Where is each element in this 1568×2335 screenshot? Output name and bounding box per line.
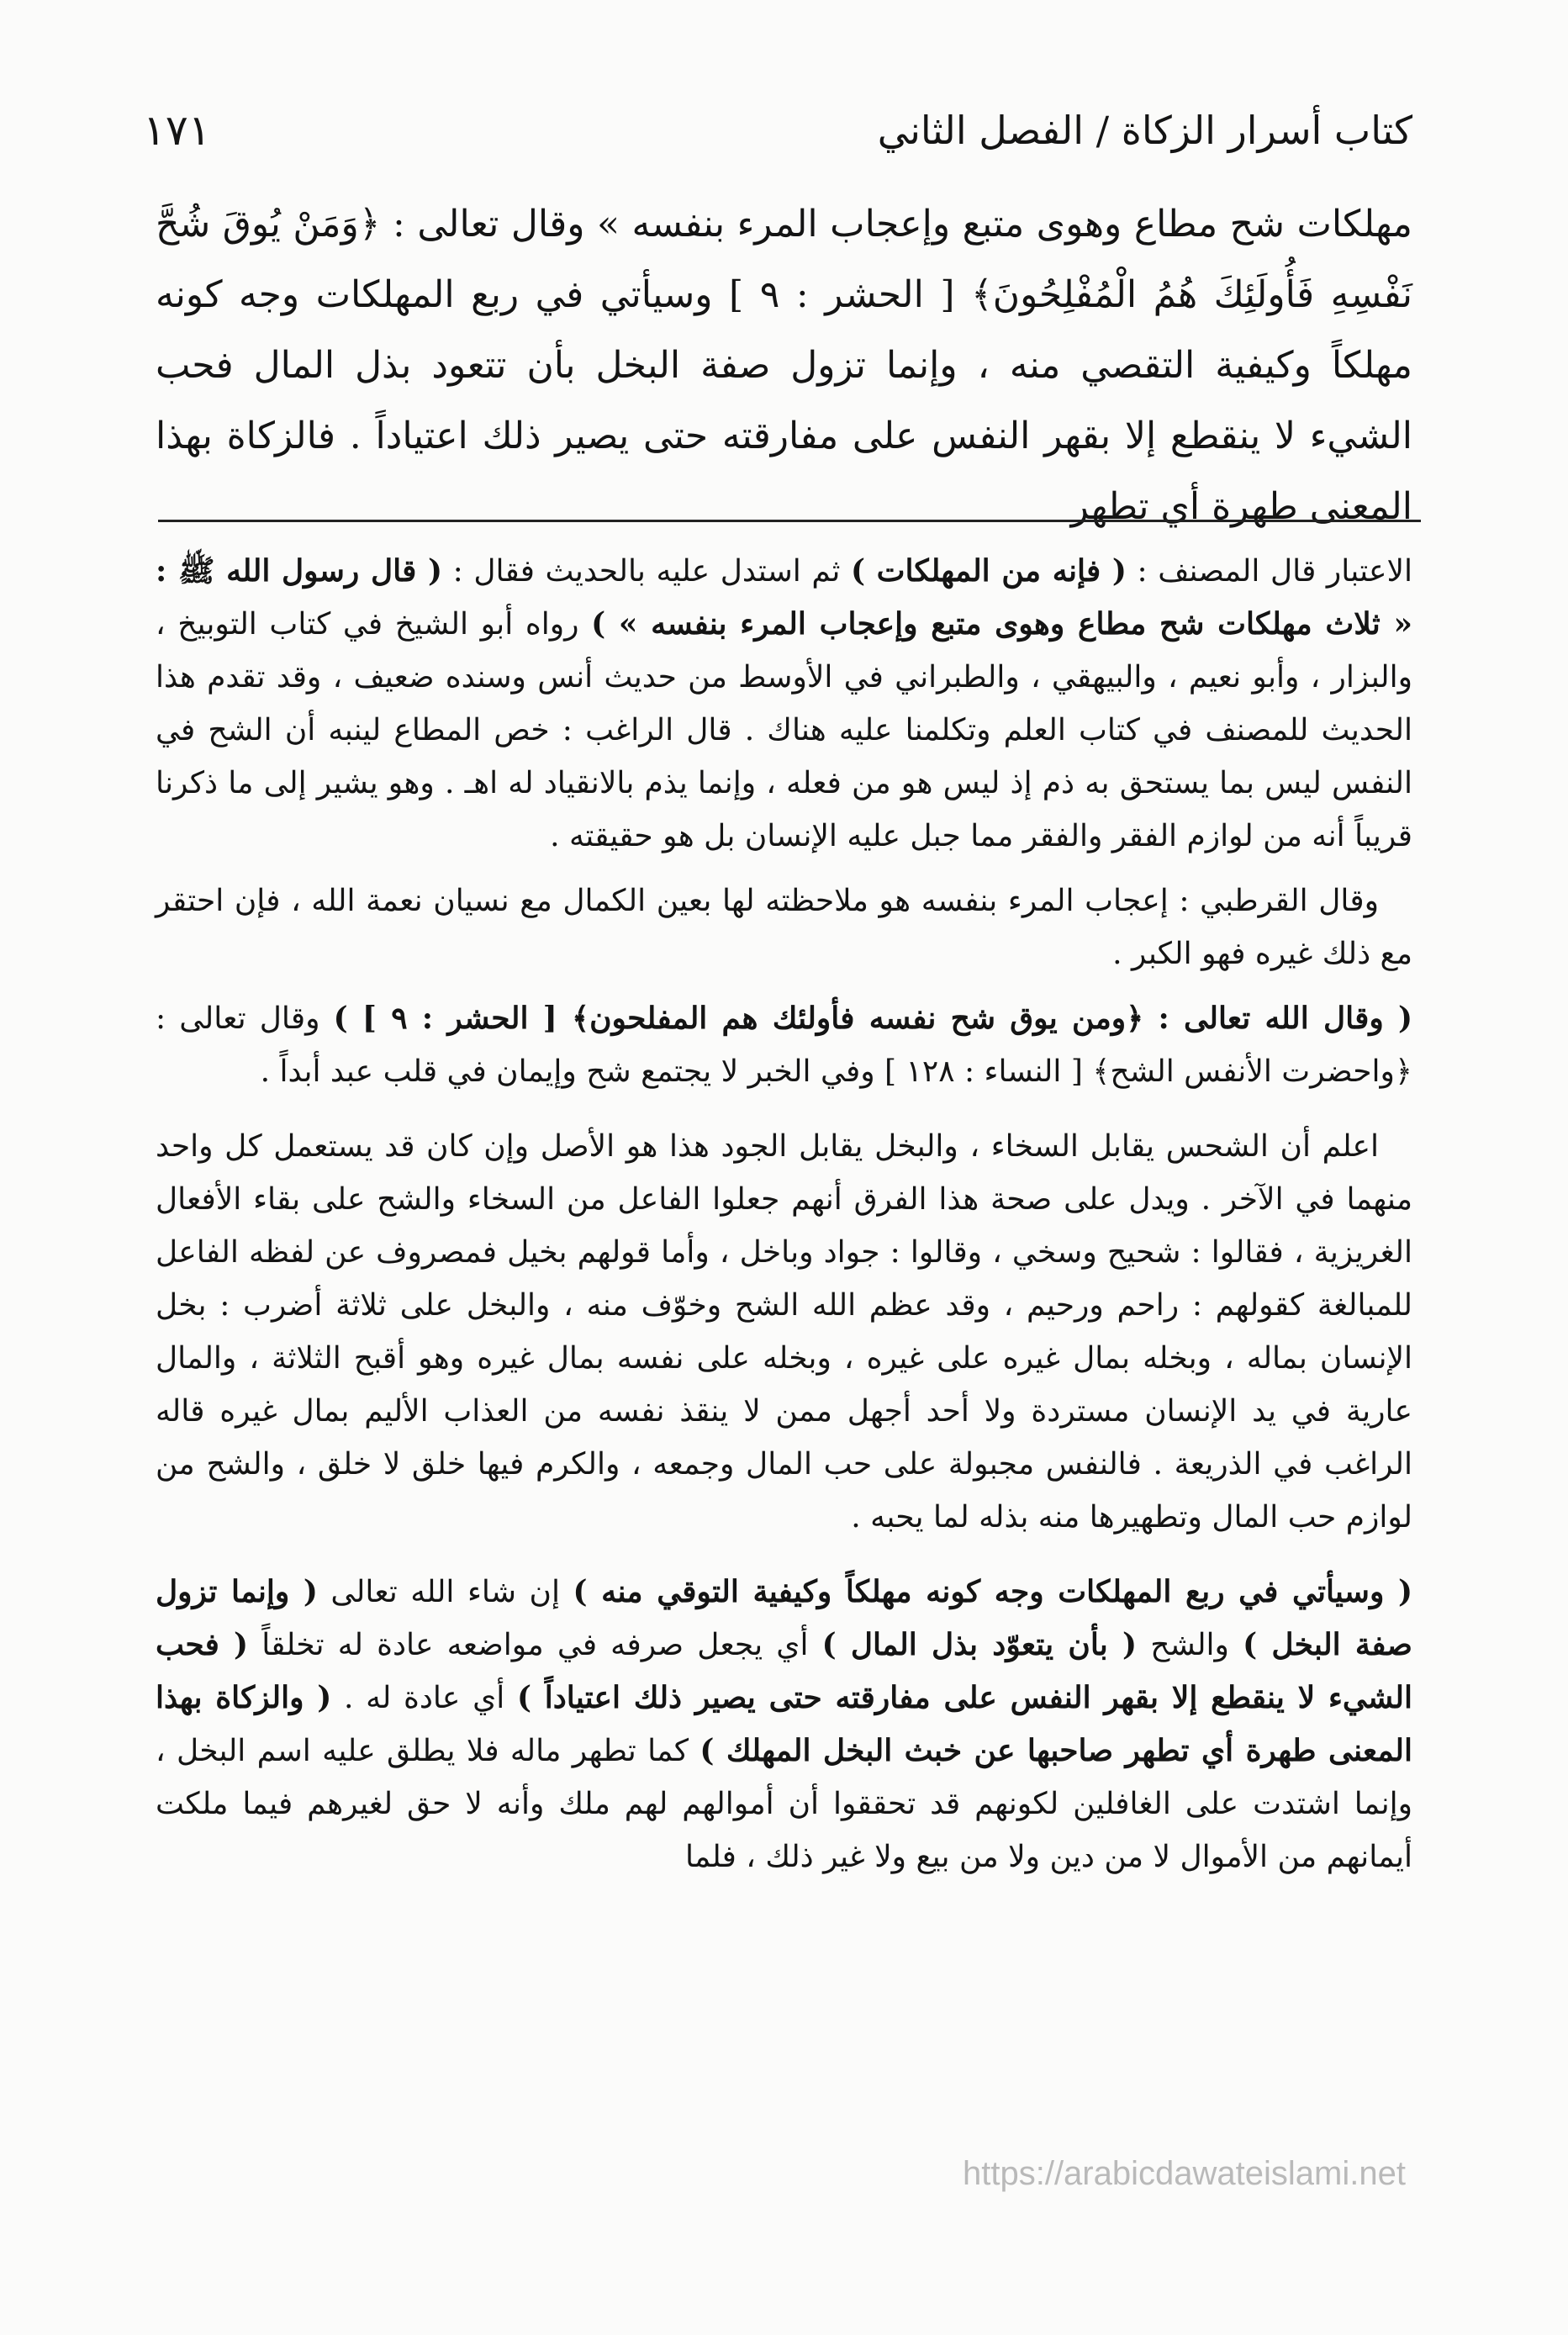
quoted-text: ( قال رسول الله ﷺ : « ثلاث مهلكات شح مطاع وهوى متبع وإعجاب المرء بنفسه » ) <box>156 553 1412 642</box>
commentary-paragraph-2: وقال القرطبي : إعجاب المرء بنفسه هو ملاحظته لها بعين الكمال مع نسيان نعمة الله ، فإن احتقر مع ذلك غيره فهو الكبر . <box>156 884 1412 971</box>
paragraph-text: أي عادة له . <box>331 1681 517 1715</box>
paragraph-text: كما تطهر ماله فلا يطلق عليه اسم البخل ، وإنما اشتدت على الغافلين لكونهم قد تحققوا أن أموالهم لهم ملك وأنه لا حق لغيرهم فيما ملكت أيمانهم من الأموال لا من دين ولا من بيع ولا غير ذلك ، فلما <box>156 1734 1412 1874</box>
quoted-text: ( بأن يتعوّد بذل المال ) <box>821 1627 1138 1662</box>
paragraph-text: الاعتبار قال المصنف : <box>1126 554 1412 589</box>
commentary-paragraph-4: اعلم أن الشحس يقابل السخاء ، والبخل يقابل الجود هذا هو الأصل وإن كان قد يستعمل كل واحد منهما في الآخر . ويدل على صحة هذا الفرق أنهم جعلوا الفاعل من السخاء والشح على بقاء الأفعال الغريزية ، فقالوا : شحيح وسخي ، وقالوا : جواد وباخل ، وأما قولهم بخيل فمصروف عن لفظه الفاعل للمبالغة كقولهم : راحم ورحيم ، وقد عظم الله الشح وخوّف منه ، والبخل على ثلاثة أضرب : بخل الإنسان بماله ، وبخله بمال غيره على غيره ، وبخله على نفسه بمال غيره وهو أقبح الثلاثة ، والمال عارية في يد الإنسان مستردة ولا أحد أجهل ممن لا ينقذ نفسه من العذاب الأليم بمال غيره قاله الراغب في الذريعة . فالنفس مجبولة على حب المال وجمعه ، والكرم فيها خلق لا خلق ، والشح من لوازم حب المال وتطهيرها منه بذله لما يحبه . <box>156 1129 1412 1535</box>
page-number: ١٧١ <box>143 106 211 155</box>
paragraph-text: ثم استدل عليه بالحديث فقال : <box>442 554 851 589</box>
quoted-text: ( وإنما تزول صفة البخل ) <box>156 1574 1412 1662</box>
main-text: مهلكات شح مطاع وهوى متبع وإعجاب المرء بنفسه » وقال تعالى : ﴿وَمَنْ يُوقَ شُحَّ نَفْسِهِ فَأُولَئِكَ هُمُ الْمُفْلِحُونَ﴾ [ الحشر : ٩ ] وسيأتي في ربع المهلكات وجه كونه مهلكاً وكيفية التقصي منه ، وإنما تزول صفة البخل بأن تتعود بذل المال فحب الشيء لا ينقطع إلا بقهر النفس على مفارقته حتى يصير ذلك اعتياداً . فالزكاة بهذا المعنى طهرة أي تطهر <box>156 203 1412 528</box>
commentary-section <box>156 545 1412 1895</box>
commentary-paragraph-5 <box>156 1566 1412 1883</box>
paragraph-text: إن شاء الله تعالى <box>317 1575 573 1609</box>
paragraph-text: والشح <box>1137 1628 1243 1662</box>
commentary-paragraph-3 <box>156 992 1412 1098</box>
page-header <box>143 97 1412 164</box>
footnote-divider <box>158 520 1421 522</box>
commentary-paragraph-1 <box>156 545 1412 863</box>
paragraph-text: رواه أبو الشيخ في كتاب التوبيخ ، والبزار ، وأبو نعيم ، والبيهقي ، والطبراني في الأوسط من حديث أنس وسنده ضعيف ، وقد تقدم هذا الحديث للمصنف في كتاب العلم وتكلمنا عليه هناك . قال الراغب : خص المطاع لينبه أن الشح في النفس ليس بما يستحق به ذم إذ ليس هو من فعله ، وإنما يذم بالانقياد له اهـ . وهو يشير إلى ما ذكرنا قريباً أنه من لوازم الفقر والفقر مما جبل عليه الإنسان بل هو حقيقته . <box>156 607 1412 853</box>
quoted-text: ( والزكاة بهذا المعنى طهرة أي تطهر صاحبها عن خبث البخل المهلك ) <box>156 1680 1412 1768</box>
quoted-text: ( فحب الشيء لا ينقطع إلا بقهر النفس على مفارقته حتى يصير ذلك اعتياداً ) <box>156 1627 1412 1715</box>
watermark-url: https://arabicdawateislami.net <box>963 2155 1406 2192</box>
running-head: كتاب أسرار الزكاة / الفصل الثاني <box>877 108 1412 153</box>
quoted-text: ( فإنه من المهلكات ) <box>850 553 1127 589</box>
paragraph-text: أي يجعل صرفه في مواضعه عادة له تخلقاً <box>248 1628 822 1662</box>
paragraph-text: وقال تعالى : ﴿واحضرت الأنفس الشح﴾ [ النساء : ١٢٨ ] وفي الخبر لا يجتمع شح وإيمان في قلب عبد أبداً . <box>156 1001 1412 1089</box>
quoted-text: ( وقال الله تعالى : ﴿ومن يوق شح نفسه فأولئك هم المفلحون﴾ [ الحشر : ٩ ] ) <box>333 1001 1412 1036</box>
quoted-text: ( وسيأتي في ربع المهلكات وجه كونه مهلكاً وكيفية التوقي منه ) <box>573 1574 1412 1609</box>
